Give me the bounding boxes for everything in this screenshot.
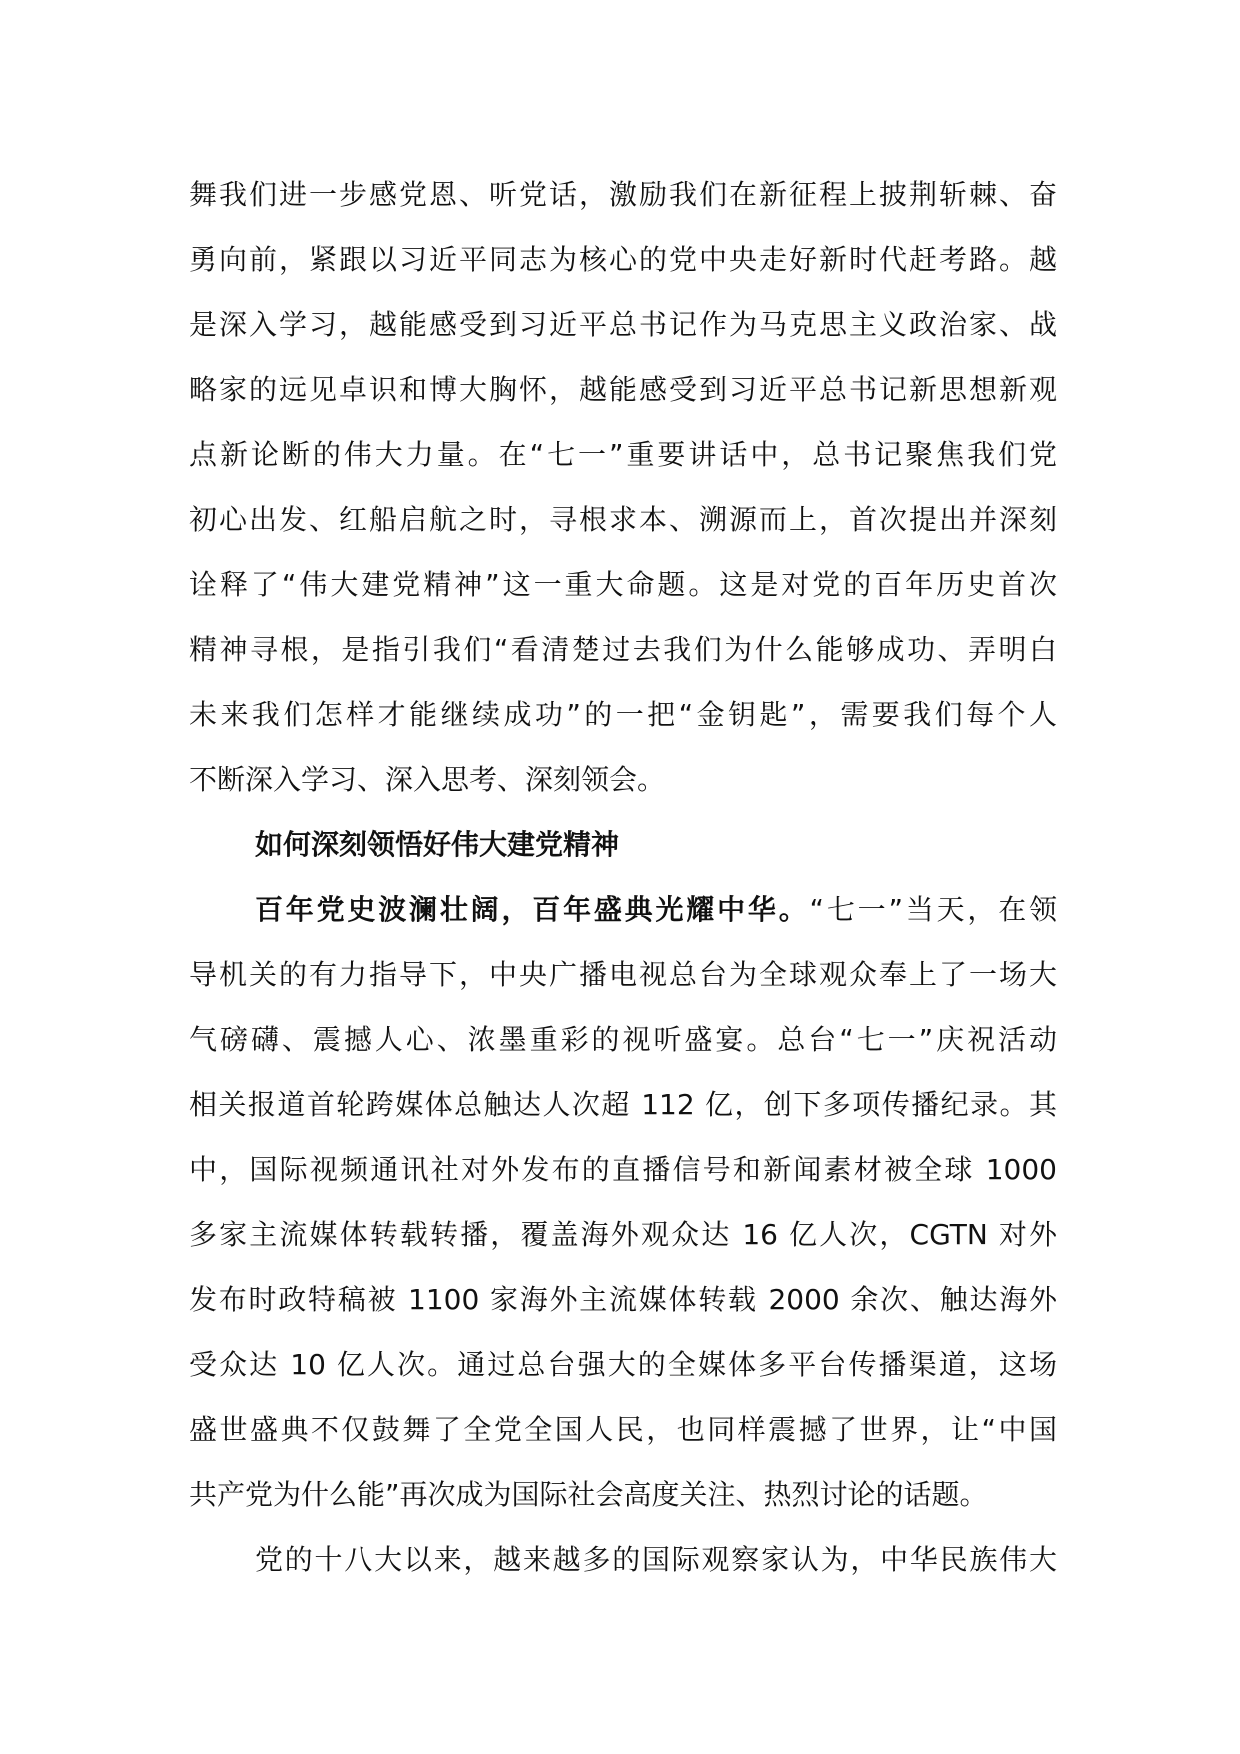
text-line (189, 422, 1057, 487)
text-segment: 气磅礴、震撼人心、浓墨重彩的视听盛宴。总台“七一”庆祝活动 (189, 1023, 1057, 1056)
text-line (189, 292, 1057, 357)
text-line (189, 1397, 1057, 1462)
text-segment: 共产党为什么能”再次成为国际社会高度关注、热烈讨论的话题。 (189, 1478, 988, 1511)
text-segment: 相关报道首轮跨媒体总触达人次超 112 亿，创下多项传播纪录。其 (189, 1088, 1057, 1121)
text-line (189, 682, 1057, 747)
document-body-text (189, 162, 1057, 1592)
text-line (189, 1462, 1057, 1527)
bold-text-segment: 百年党史波澜壮阔，百年盛典光耀中华。 (255, 893, 810, 926)
text-line (189, 552, 1057, 617)
text-line (189, 747, 1057, 812)
text-line (189, 1007, 1057, 1072)
text-segment: 精神寻根，是指引我们“看清楚过去我们为什么能够成功、弄明白 (189, 633, 1057, 666)
bold-text-segment: 如何深刻领悟好伟大建党精神 (255, 828, 620, 861)
text-segment: 党的十八大以来，越来越多的国际观察家认为，中华民族伟大 (255, 1543, 1057, 1576)
text-segment: 舞我们进一步感党恩、听党话，激励我们在新征程上披荆斩棘、奋 (189, 178, 1057, 211)
text-segment: 中，国际视频通讯社对外发布的直播信号和新闻素材被全球 1000 (189, 1153, 1057, 1186)
text-line (189, 227, 1057, 292)
text-line (189, 162, 1057, 227)
text-segment: 未来我们怎样才能继续成功”的一把“金钥匙”，需要我们每个人 (189, 698, 1057, 731)
text-segment: 导机关的有力指导下，中央广播电视总台为全球观众奉上了一场大 (189, 958, 1057, 991)
text-line (189, 812, 1057, 877)
text-line (189, 1527, 1057, 1592)
text-line (189, 357, 1057, 422)
text-line (189, 1202, 1057, 1267)
text-segment: 诠释了“伟大建党精神”这一重大命题。这是对党的百年历史首次 (189, 568, 1057, 601)
text-segment: 受众达 10 亿人次。通过总台强大的全媒体多平台传播渠道，这场 (189, 1348, 1057, 1381)
text-line (189, 1137, 1057, 1202)
text-segment: 不断深入学习、深入思考、深刻领会。 (189, 763, 666, 796)
text-line (189, 877, 1057, 942)
text-segment: 盛世盛典不仅鼓舞了全党全国人民，也同样震撼了世界，让“中国 (189, 1413, 1057, 1446)
text-line (189, 942, 1057, 1007)
text-line (189, 1332, 1057, 1397)
text-line (189, 1267, 1057, 1332)
text-segment: “七一”当天，在领 (809, 893, 1057, 926)
text-segment: 略家的远见卓识和博大胸怀，越能感受到习近平总书记新思想新观 (189, 373, 1057, 406)
text-segment: 初心出发、红船启航之时，寻根求本、溯源而上，首次提出并深刻 (189, 503, 1057, 536)
text-segment: 点新论断的伟大力量。在“七一”重要讲话中，总书记聚焦我们党 (189, 438, 1057, 471)
text-line (189, 487, 1057, 552)
text-segment: 勇向前，紧跟以习近平同志为核心的党中央走好新时代赶考路。越 (189, 243, 1057, 276)
text-segment: 多家主流媒体转载转播，覆盖海外观众达 16 亿人次，CGTN 对外 (189, 1218, 1057, 1251)
text-segment: 发布时政特稿被 1100 家海外主流媒体转载 2000 余次、触达海外 (189, 1283, 1057, 1316)
text-segment: 是深入学习，越能感受到习近平总书记作为马克思主义政治家、战 (189, 308, 1057, 341)
text-line (189, 617, 1057, 682)
text-line (189, 1072, 1057, 1137)
